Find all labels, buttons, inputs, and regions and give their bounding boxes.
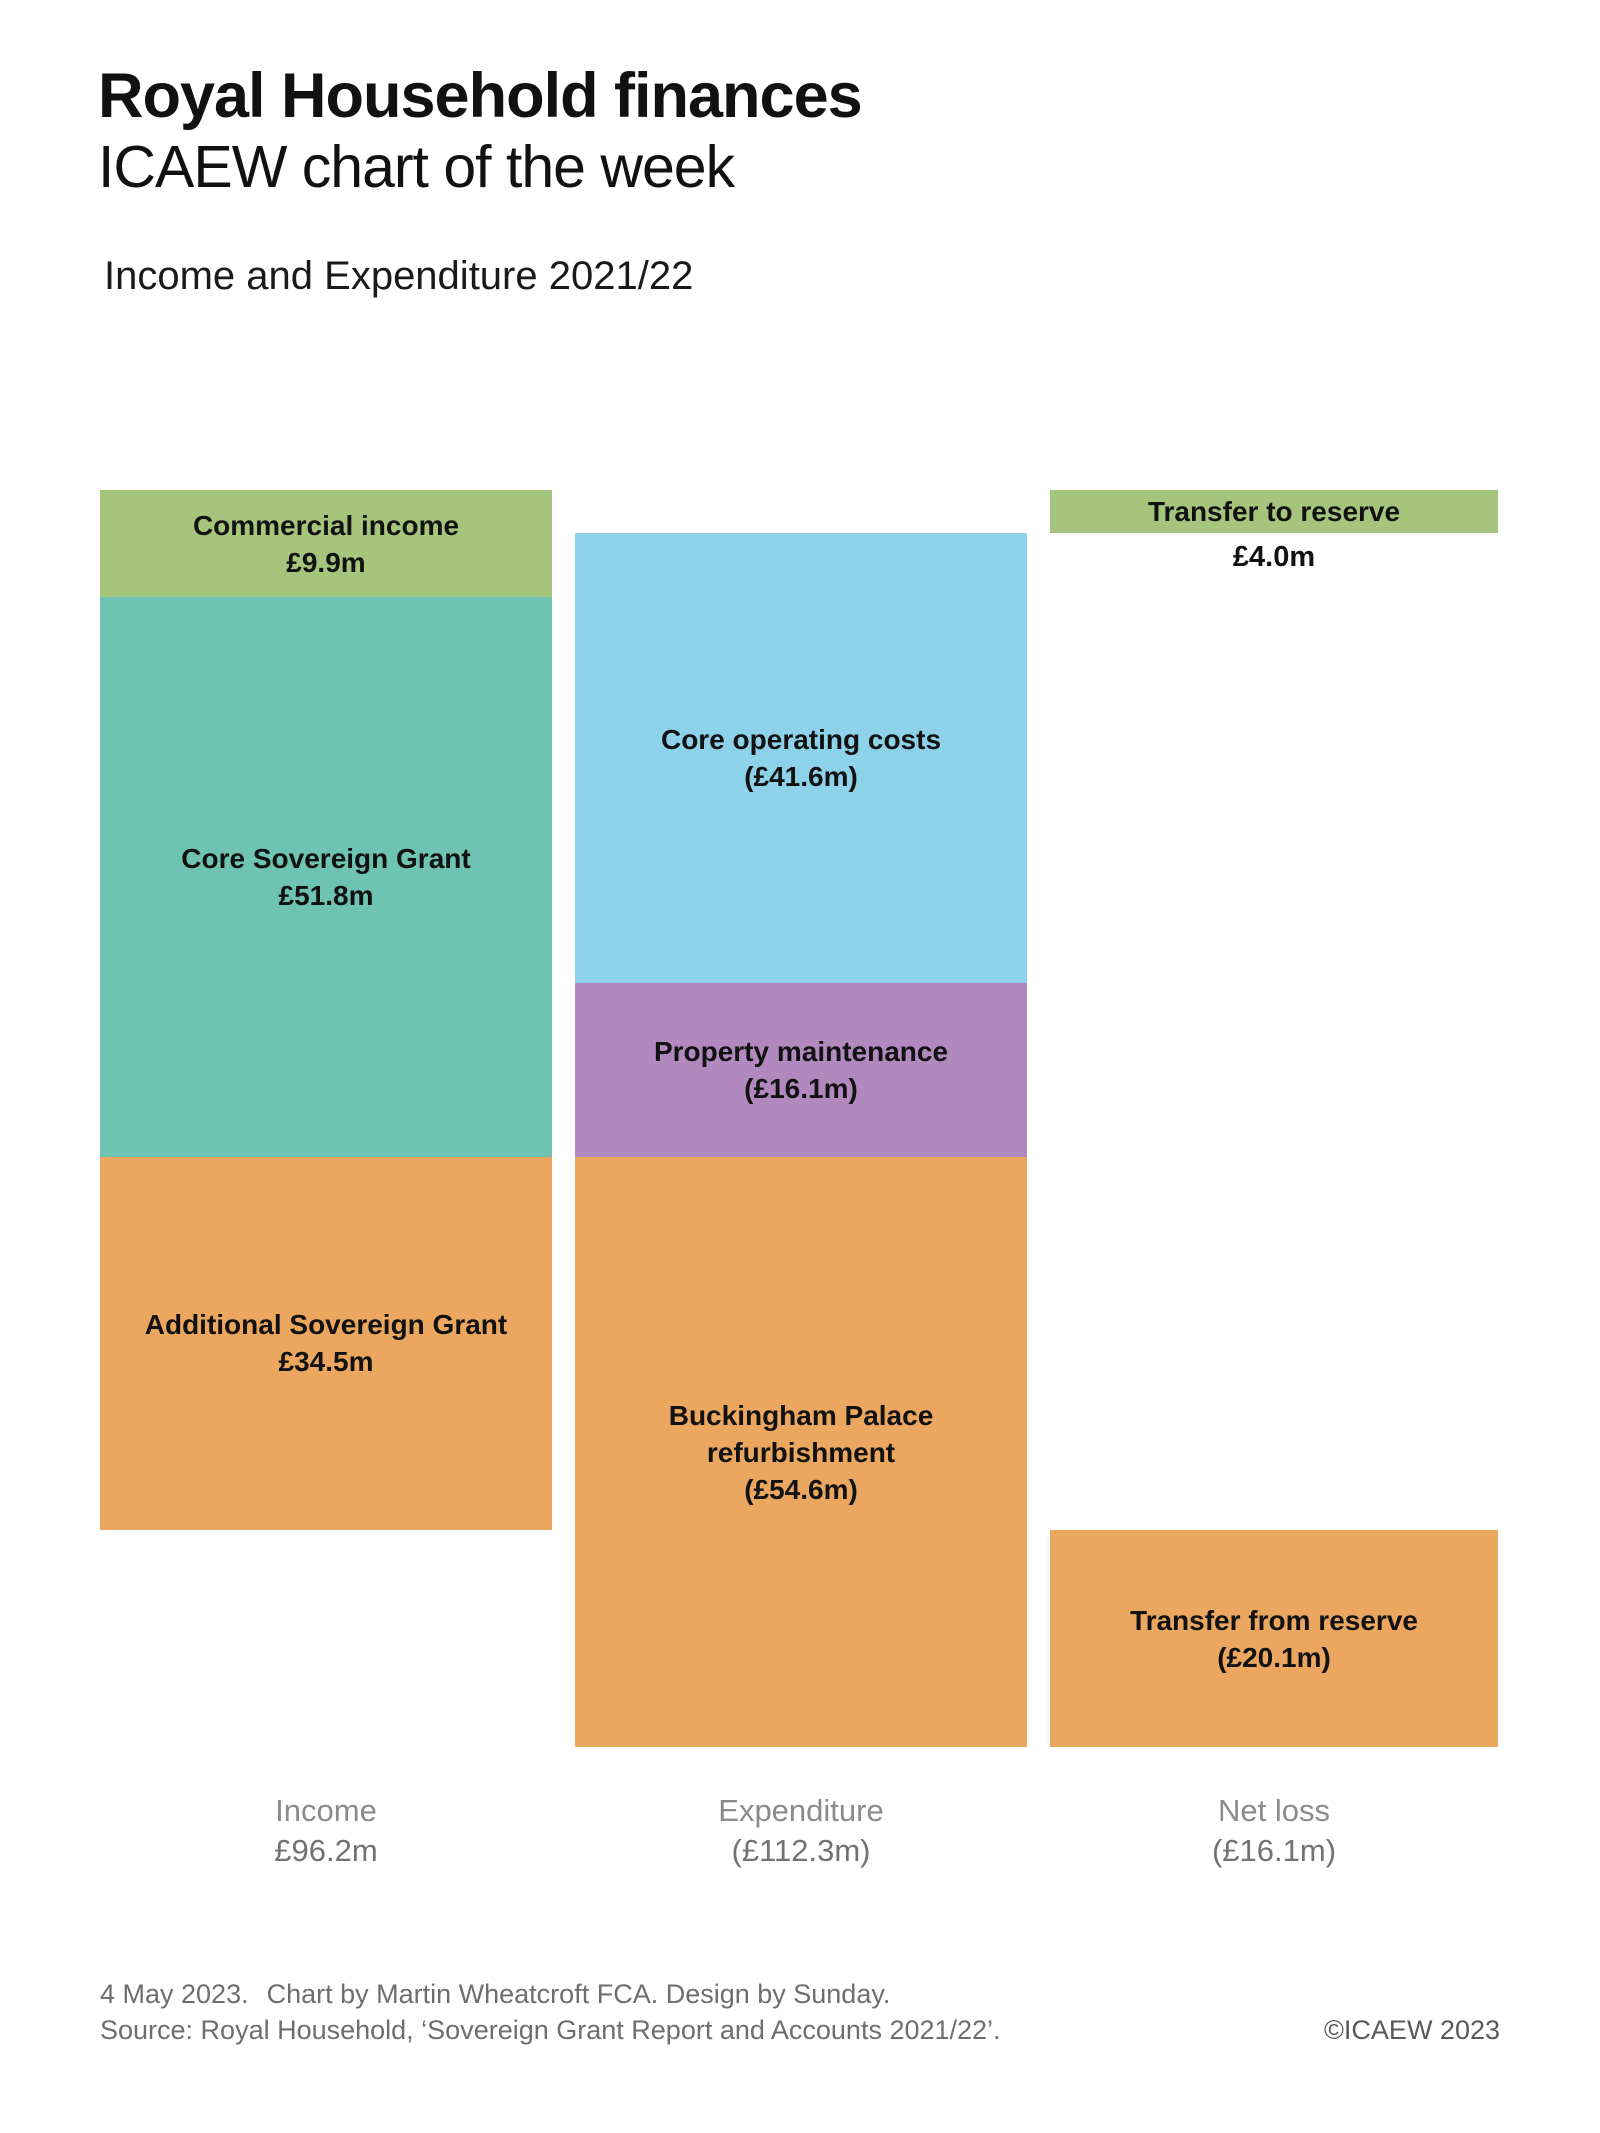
axis-category-income: Income xyxy=(275,1793,377,1828)
axis-category-net-loss: Net loss xyxy=(1218,1793,1330,1828)
footer-copyright: ©ICAEW 2023 xyxy=(1324,2015,1500,2045)
axis-value-income: £96.2m xyxy=(274,1833,378,1868)
footer-line2 xyxy=(100,2012,1500,2048)
axis-value-expenditure: (£112.3m) xyxy=(731,1833,871,1868)
segment-label-core-operating-costs: Core operating costs (£41.6m) xyxy=(660,724,942,793)
segment-additional-sovereign-grant xyxy=(100,1157,552,1530)
chart-title-line2: ICAEW chart of the week xyxy=(98,134,735,200)
segment-label-core-sovereign-grant: Core Sovereign Grant £51.8m xyxy=(181,842,471,911)
chart-footer xyxy=(100,1976,1500,2048)
footer-date: 4 May 2023. xyxy=(100,1979,249,2009)
axis-value-net-loss: (£16.1m) xyxy=(1211,1833,1337,1868)
segment-label-property-maintenance: Property maintenance (£16.1m) xyxy=(653,1035,949,1104)
segment-label-buckingham-palace-refurbishment: Buckingham Palace refurbishment (£54.6m) xyxy=(668,1399,934,1505)
segment-label-additional-sovereign-grant: Additional Sovereign Grant £34.5m xyxy=(144,1309,508,1378)
segment-label-transfer-to-reserve: Transfer to reserve xyxy=(1147,496,1401,528)
footer-source: Source: Royal Household, ‘Sovereign Grant Report and Accounts 2021/22’. xyxy=(100,2015,1001,2045)
column-net-loss xyxy=(1050,0,1498,2133)
segment-buckingham-palace-refurbishment xyxy=(575,1157,1027,1747)
segment-core-operating-costs xyxy=(575,533,1027,983)
column-expenditure xyxy=(575,0,1027,2133)
column-income xyxy=(100,0,552,2133)
footer-credit: Chart by Martin Wheatcroft FCA. Design by Sunday. xyxy=(266,1979,891,2009)
segment-label-transfer-from-reserve: Transfer from reserve (£20.1m) xyxy=(1130,1604,1418,1673)
segment-commercial-income xyxy=(100,490,552,597)
segment-transfer-from-reserve xyxy=(1050,1530,1498,1747)
segment-value-transfer-to-reserve: £4.0m xyxy=(1232,541,1316,574)
segment-label-commercial-income: Commercial income £9.9m xyxy=(192,509,460,578)
chart-subtitle: Income and Expenditure 2021/22 xyxy=(104,254,694,298)
segment-core-sovereign-grant xyxy=(100,597,552,1157)
segment-property-maintenance xyxy=(575,983,1027,1157)
footer-line1 xyxy=(100,1976,1500,2012)
axis-category-expenditure: Expenditure xyxy=(718,1793,884,1828)
chart-title: Royal Household finances xyxy=(98,61,862,131)
segment-transfer-to-reserve xyxy=(1050,490,1498,533)
